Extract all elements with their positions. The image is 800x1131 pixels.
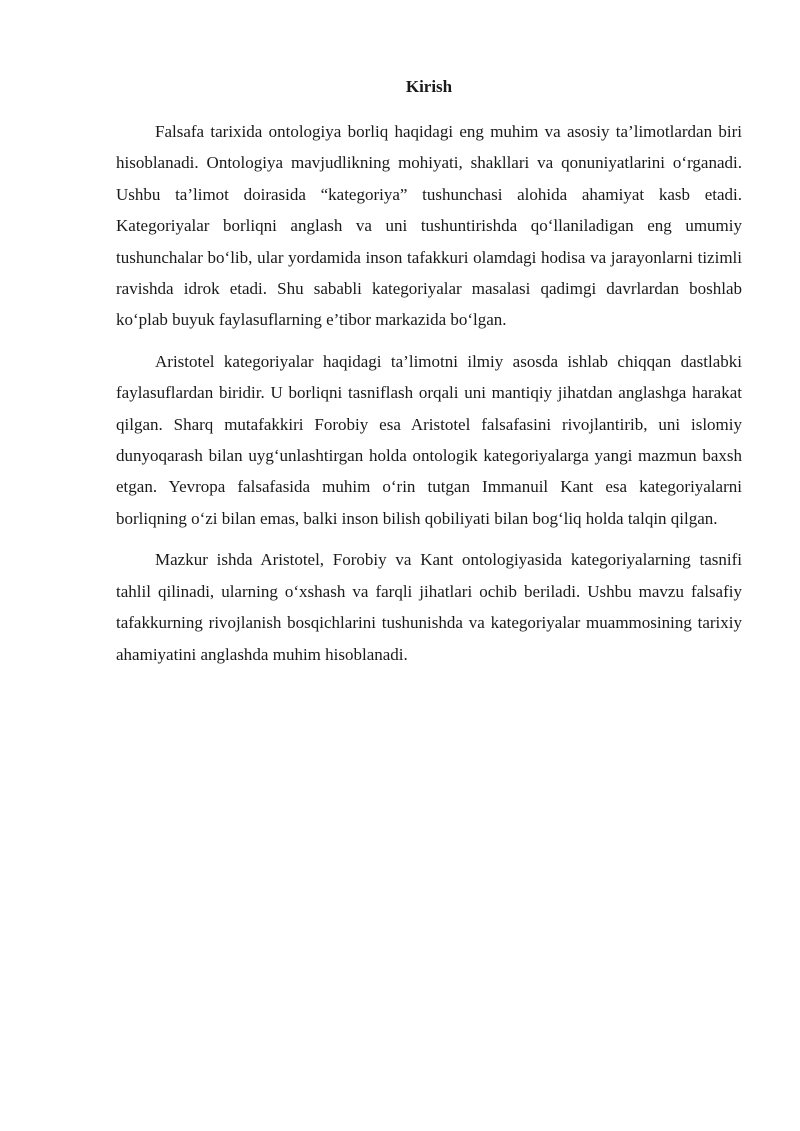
document-body	[116, 76, 742, 680]
paragraph-1: Falsafa tarixida ontologiya borliq haqidagi eng muhim va asosiy ta’limotlardan biri hisoblanadi. Ontologiya mavjudlikning mohiyati, shakllari va qonuniyatlarini o‘rganadi. Ushbu ta’limot doirasida “kategoriya” tushunchasi alohida ahamiyat kasb etadi. Kategoriyalar borliqni anglash va uni tushuntirishda qo‘llaniladigan eng umumiy tushunchalar bo‘lib, ular yordamida inson tafakkuri olamdagi hodisa va jarayonlarni tizimli ravishda idrok etadi. Shu sababli kategoriyalar masalasi qadimgi davrlardan boshlab ko‘plab buyuk faylasuflarning e’tibor markazida bo‘lgan.	[116, 122, 742, 330]
paragraph-3: Mazkur ishda Aristotel, Forobiy va Kant ontologiyasida kategoriyalarning tasnifi tahlil qilinadi, ularning o‘xshash va farqli jihatlari ochib beriladi. Ushbu mavzu falsafiy tafakkurning rivojlanish bosqichlarini tushunishda va kategoriyalar muammosining tarixiy ahamiyatini anglashda muhim hisoblanadi.	[116, 550, 742, 664]
paragraph-2: Aristotel kategoriyalar haqidagi ta’limotni ilmiy asosda ishlab chiqqan dastlabki faylasuflardan biridir. U borliqni tasniflash orqali uni mantiqiy jihatdan anglashga harakat qilgan. Sharq mutafakkiri Forobiy esa Aristotel falsafasini rivojlantirib, uni islomiy dunyoqarash bilan uyg‘unlashtirgan holda ontologik kategoriyalarga yangi mazmun baxsh etgan. Yevropa falsafasida muhim o‘rin tutgan Immanuil Kant esa kategoriyalarni borliqning o‘zi bilan emas, balki inson bilish qobiliyati bilan bog‘liq holda talqin qilgan.	[116, 351, 742, 528]
page-title: Kirish	[405, 77, 453, 96]
